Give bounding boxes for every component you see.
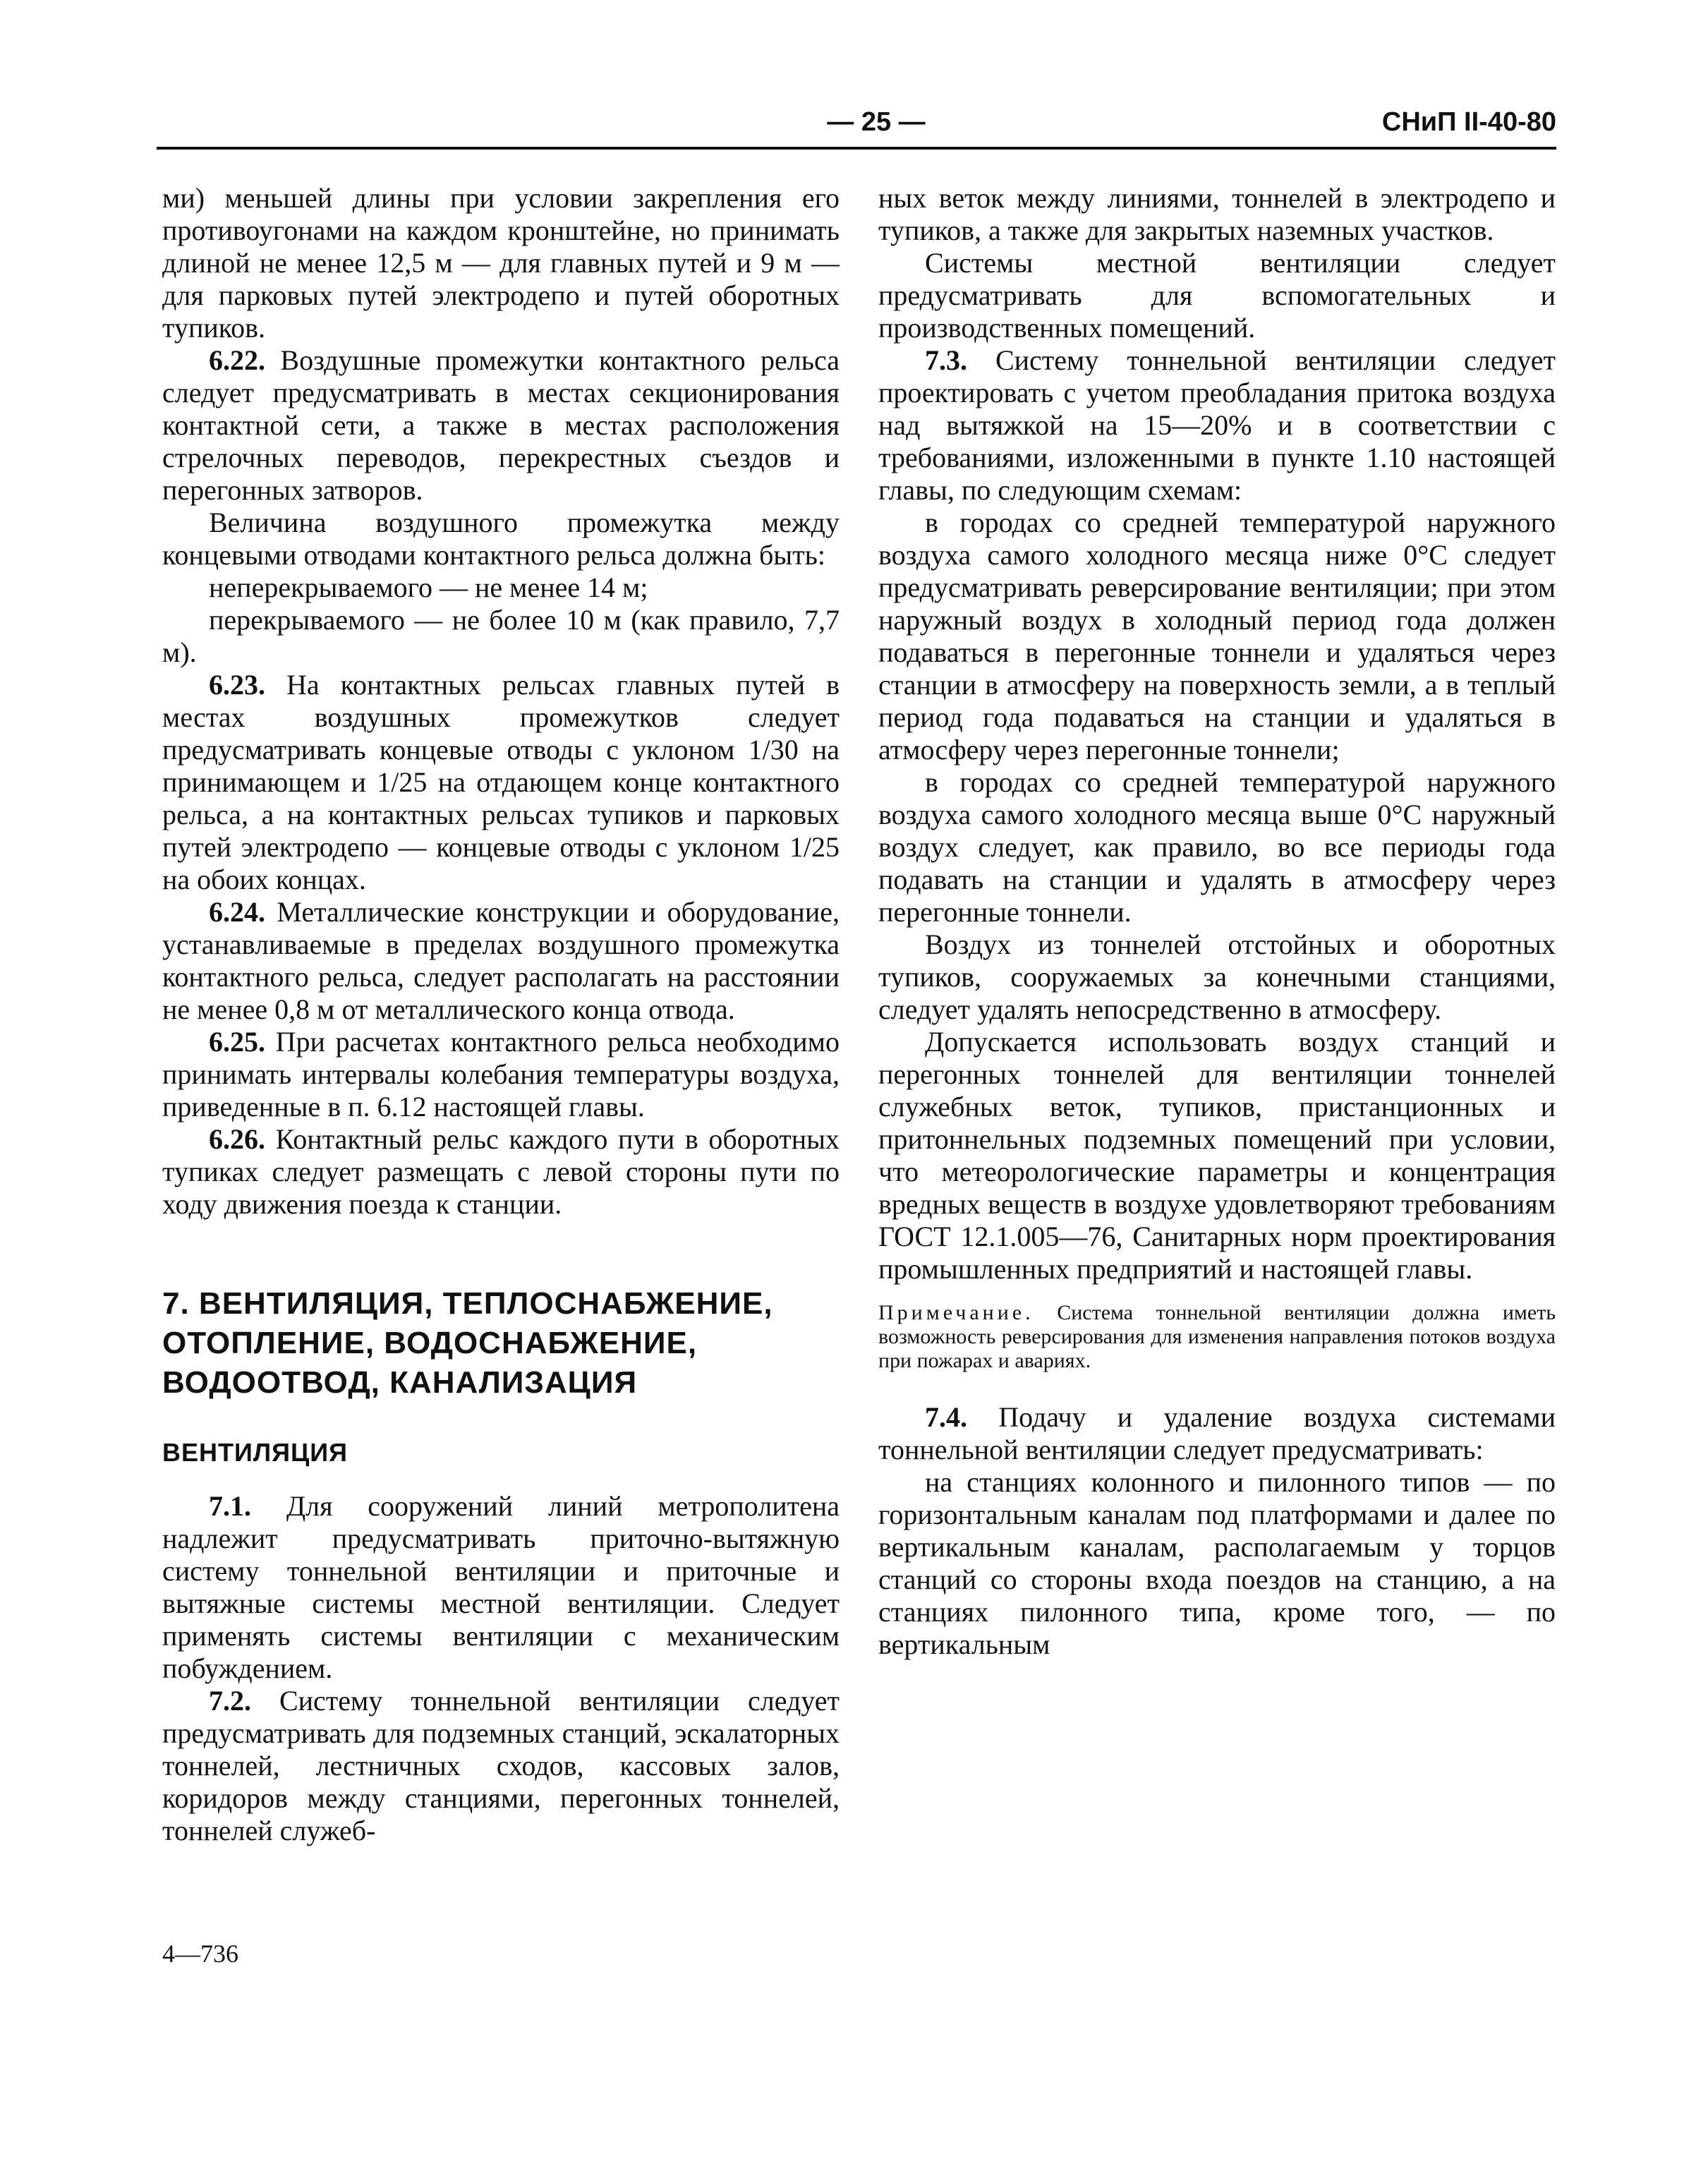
left-column [162, 182, 840, 1847]
clause-number: 6.22. [209, 344, 265, 376]
clause-text: Воздушные промежутки контактного рельса следует предусматривать в местах секционирования контактной сети, а также в местах расположения стрелочных переводов, перекрестных съездов и перегонных затворов. [162, 344, 840, 506]
subsection-title: ВЕНТИЛЯЦИЯ [162, 1438, 349, 1467]
page-header [157, 106, 1556, 150]
clause-6-25 [162, 1026, 840, 1123]
clause-text: Систему тоннельной вентиляции следует предусматривать для подземных станций, эскалаторных тоннелей, лестничных сходов, кассовых залов, коридоров между станциями, перегонных тоннелей, тоннелей служеб- [162, 1685, 840, 1846]
clause-number: 6.24. [209, 896, 265, 928]
clause-6-26 [162, 1123, 840, 1221]
clause-number: 6.26. [209, 1123, 265, 1155]
list-item: в городах со средней температурой наружного воздуха самого холодного месяца ниже 0°С следует предусматривать реверсирование вентиляции; при этом наружный воздух в холодный период года должен подаваться в перегонные тоннели и удаляться через станции в атмосферу на поверхность земли, а в теплый период года подаваться на станции и удаляться в атмосферу через перегонные тоннели; [878, 507, 1556, 766]
paragraph: Величина воздушного промежутка между концевыми отводами контактного рельса должна быть: [162, 507, 840, 571]
paragraph-continuation: ных веток между линиями, тоннелей в электродепо и тупиков, а также для закрытых наземных участков. [878, 182, 1556, 246]
clause-text: Контактный рельс каждого пути в оборотных тупиках следует размещать с левой стороны пути по ходу движения поезда к станции. [162, 1123, 840, 1220]
clause-number: 6.25. [209, 1026, 265, 1058]
clause-6-24 [162, 896, 840, 1026]
clause-number: 7.2. [209, 1685, 251, 1717]
clause-text: Подачу и удаление воздуха системами тоннельной вентиляции следует предусматривать: [878, 1401, 1556, 1465]
clause-6-22 [162, 344, 840, 507]
list-item: в городах со средней температурой наружного воздуха самого холодного месяца выше 0°С наружный воздух следует, как правило, во все периоды года подавать на станции и удалять в атмосферу через перегонные тоннели. [878, 766, 1556, 928]
clause-7-3 [878, 344, 1556, 507]
header-rule [157, 147, 1556, 150]
clause-6-23 [162, 669, 840, 896]
clause-number: 7.3. [925, 344, 967, 376]
clause-text: Систему тоннельной вентиляции следует проектировать с учетом преобладания притока воздуха над вытяжкой на 15—20% и в соответствии с требованиями, изложенными в пункте 1.10 настоящей главы, по следующим схемам: [878, 344, 1556, 506]
page-number: — 25 — [827, 107, 926, 137]
clause-number: 7.1. [209, 1490, 251, 1522]
section-title: 7. ВЕНТИЛЯЦИЯ, ТЕПЛОСНАБЖЕНИЕ, ОТОПЛЕНИЕ, ВОДОСНАБЖЕНИЕ, ВОДООТВОД, КАНАЛИЗАЦИЯ [162, 1286, 773, 1400]
note [878, 1301, 1556, 1373]
document-code: СНиП II-40-80 [1381, 107, 1556, 137]
paragraph: Допускается использовать воздух станций и перегонных тоннелей для вентиляции тоннелей служебных веток, тупиков, пристанционных и притоннельных подземных помещений при условии, что метеорологические параметры и концентрация вредных веществ в воздухе удовлетворяют требованиям ГОСТ 12.1.005—76, Санитарных норм проектирования промышленных предприятий и настоящей главы. [878, 1026, 1556, 1285]
clause-text: На контактных рельсах главных путей в местах воздушных промежутков следует предусматривать концевые отводы с уклоном 1/30 на принимающем и 1/25 на отдающем конце контактного рельса, а на контактных рельсах тупиков и парковых путей электродепо — концевые отводы с уклоном 1/25 на обоих концах. [162, 669, 840, 895]
clause-7-1 [162, 1490, 840, 1685]
right-column [878, 182, 1556, 1661]
list-item: на станциях колонного и пилонного типов — по горизонтальным каналам под платформами и далее по вертикальным каналам, располагаемым у торцов станций со стороны входа поездов на станцию, а на станциях пилонного типа, кроме того, — по вертикальным [878, 1466, 1556, 1660]
paragraph-continuation: ми) меньшей длины при условии закрепления его противоугонами на каждом кронштейне, но принимать длиной не менее 12,5 м — для главных путей и 9 м — для парковых путей электродепо и путей оборотных тупиков. [162, 182, 840, 344]
signature-mark: 4—736 [162, 1940, 238, 1968]
clause-7-4 [878, 1401, 1556, 1466]
clause-7-2 [162, 1685, 840, 1847]
clause-number: 6.23. [209, 669, 265, 701]
clause-text: Для сооружений линий метрополитена надлежит предусматривать приточно-вытяжную систему тоннельной вентиляции и приточные и вытяжные системы местной вентиляции. Следует применять системы вентиляции с механическим побуждением. [162, 1490, 840, 1684]
note-text: Система тоннельной вентиляции должна иметь возможность реверсирования для изменения направления потоков воздуха при пожарах и авариях. [878, 1301, 1556, 1372]
list-item: перекрываемого — не более 10 м (как правило, 7,7 м). [162, 604, 840, 668]
clause-number: 7.4. [925, 1401, 967, 1433]
paragraph: Воздух из тоннелей отстойных и оборотных тупиков, сооружаемых за конечными станциями, следует удалять непосредственно в атмосферу. [878, 928, 1556, 1025]
paragraph: Системы местной вентиляции следует предусматривать для вспомогательных и производственных помещений. [878, 247, 1556, 344]
clause-text: Металлические конструкции и оборудование, устанавливаемые в пределах воздушного промежутка контактного рельса, следует располагать на расстоянии не менее 0,8 м от металлического конца отвода. [162, 896, 840, 1025]
clause-text: При расчетах контактного рельса необходимо принимать интервалы колебания температуры воздуха, приведенные в п. 6.12 настоящей главы. [162, 1026, 840, 1123]
list-item: неперекрываемого — не менее 14 м; [209, 571, 648, 603]
note-label: Примечание. [878, 1301, 1034, 1324]
